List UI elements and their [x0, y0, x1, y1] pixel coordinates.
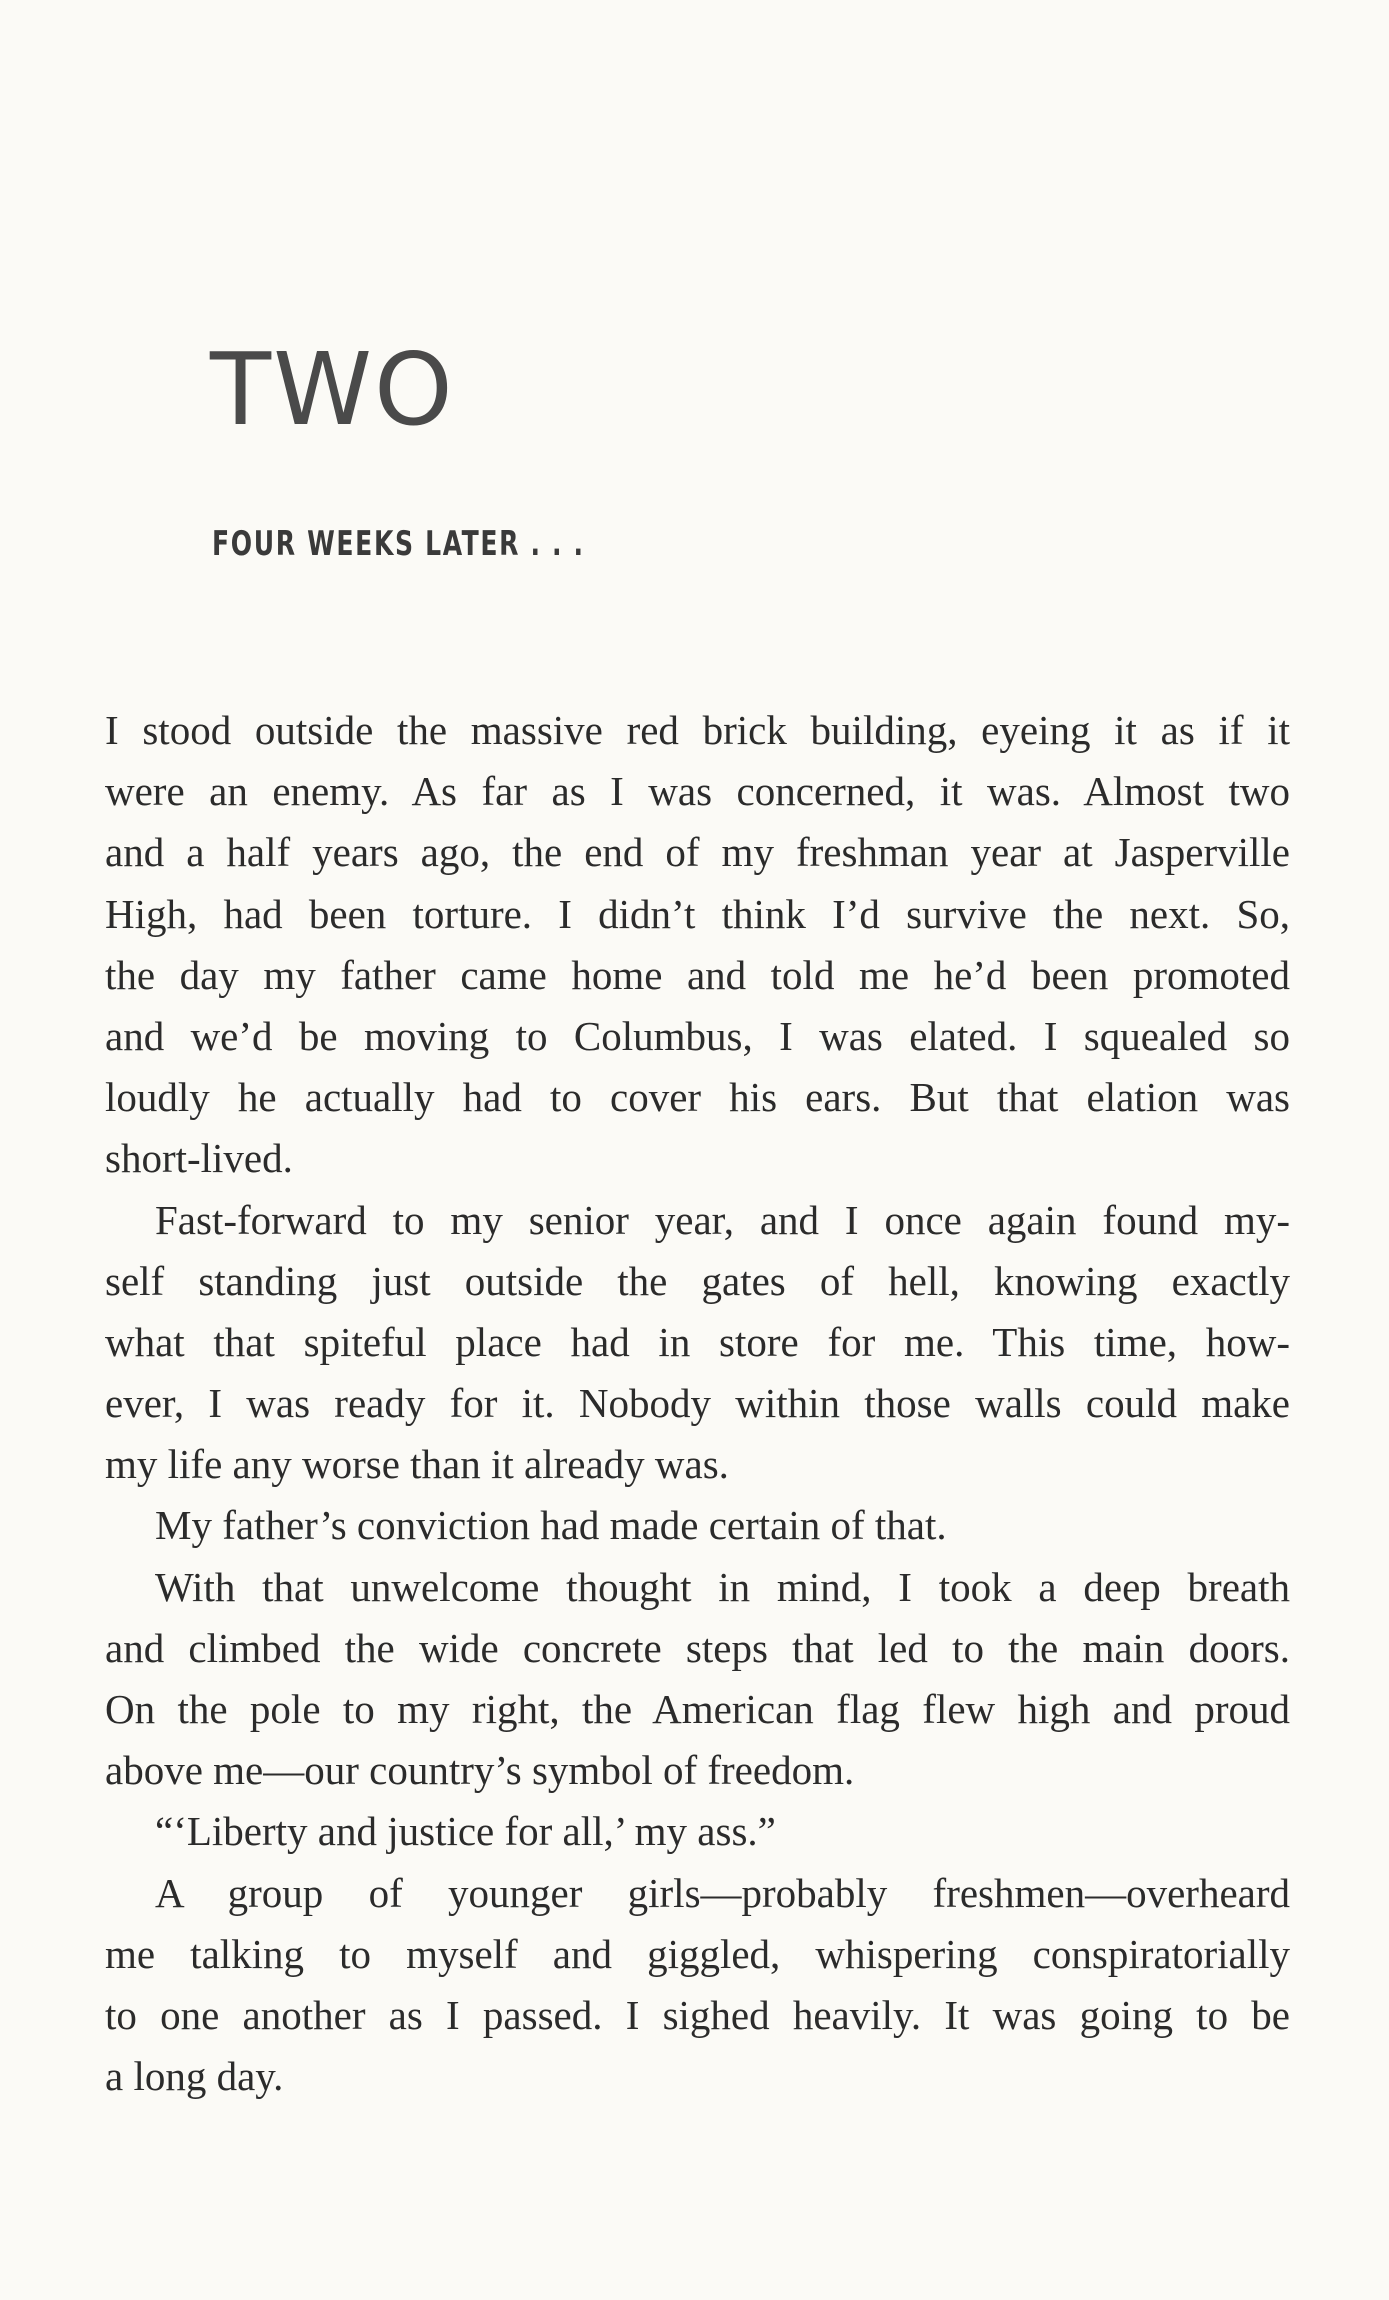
paragraph: [105, 1190, 1290, 1496]
paragraph: [105, 700, 1290, 1190]
paragraph: [105, 1495, 1290, 1556]
text-line: above me—our country’s symbol of freedom.: [105, 1747, 855, 1794]
text-line: self standing just outside the gates of hell, knowing exactly: [105, 1257, 1290, 1304]
paragraph: [105, 1801, 1290, 1862]
text-line: my life any worse than it already was.: [105, 1441, 729, 1488]
paragraph: [105, 1557, 1290, 1802]
text-line: High, had been torture. I didn’t think I’d survive the next. So,: [105, 890, 1290, 937]
text-line: On the pole to my right, the American flag flew high and proud: [105, 1686, 1290, 1732]
text-line: and a half years ago, the end of my freshman year at Jasperville: [105, 829, 1290, 876]
text-line: to one another as I passed. I sighed heavily. It was going to be: [105, 1991, 1290, 2038]
text-line: a long day.: [105, 2053, 284, 2100]
text-line: I stood outside the massive red brick building, eyeing it as if it: [105, 707, 1290, 753]
text-line: ever, I was ready for it. Nobody within those walls could make: [105, 1380, 1290, 1427]
text-line: and we’d be moving to Columbus, I was elated. I squealed so: [105, 1012, 1290, 1059]
text-line: short-lived.: [105, 1135, 293, 1182]
body-text: [105, 700, 1290, 2107]
text-line: A group of younger girls—probably freshmen—overheard: [155, 1869, 1290, 1916]
text-line: what that spiteful place had in store for me. This time, how-: [105, 1318, 1290, 1365]
paragraph: [105, 1863, 1290, 2108]
text-line: the day my father came home and told me he’d been promoted: [105, 951, 1290, 998]
text-line: My father’s conviction had made certain of that.: [155, 1502, 947, 1549]
text-line: Fast-forward to my senior year, and I once again found my-: [155, 1196, 1290, 1243]
text-line: “‘Liberty and justice for all,’ my ass.”: [155, 1808, 776, 1855]
text-line: and climbed the wide concrete steps that led to the main doors.: [105, 1624, 1290, 1671]
text-line: With that unwelcome thought in mind, I took a deep breath: [155, 1563, 1290, 1610]
text-line: were an enemy. As far as I was concerned, it was. Almost two: [105, 768, 1290, 815]
chapter-title: TWO: [210, 331, 455, 448]
text-line: me talking to myself and giggled, whispering conspiratorially: [105, 1930, 1290, 1977]
chapter-subtitle: FOUR WEEKS LATER . . .: [212, 524, 585, 564]
text-line: loudly he actually had to cover his ears. But that elation was: [105, 1074, 1290, 1121]
